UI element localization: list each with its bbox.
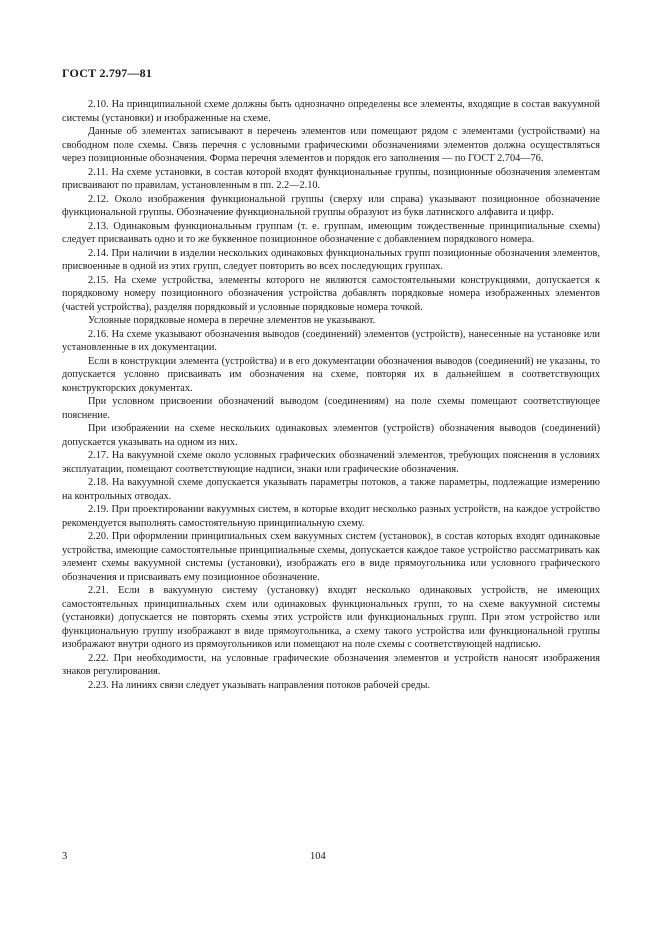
paragraph-2-19: 2.19. При проектировании вакуумных систем, в которые входит несколько разных устройств, на каждое устройство рекомендуется выполнять самостоятельную принципиальную схему.: [62, 504, 600, 529]
paragraph-2-18: 2.18. На вакуумной схеме допускается указывать параметры потоков, а также параметры, подлежащие измерению на контрольных отводах.: [62, 477, 600, 502]
document-header: ГОСТ 2.797—81: [62, 66, 153, 80]
paragraph-identical-elements: При изображении на схеме нескольких одинаковых элементов (устройств) обозначения выводов (соединений) допускается указывать на одном из них.: [62, 423, 600, 448]
paragraph-elements-list: Данные об элементах записывают в перечень элементов или помещают рядом с элементами (устройствами) на свободном поле схемы. Связь перечня с условными графическими обозначениями элементов должна осуществляться через позиционные обозначения. Форма перечня элементов и порядок его заполнения — по ГОСТ 2.704—76.: [62, 126, 600, 164]
paragraph-unmarked-outputs: Если в конструкции элемента (устройства) и в его документации обозначения выводов (соединений) не указаны, то допускается условно присваивать им обозначения на схеме, повторяя их в дальнейшем в соответствующих конструкторских документах.: [62, 355, 600, 394]
document-body: [62, 98, 600, 692]
paragraph-2-20: 2.20. При оформлении принципиальных схем вакуумных систем (установок), в состав которых входят одинаковые устройства, имеющие самостоятельные принципиальные схемы, допускается каждое такое устройство рассматривать как элемент схемы вакуумной системы (установки), изображать его в виде прямоугольника или условного графического обозначения и присваивать ему позиционное обозначение.: [62, 531, 600, 583]
paragraph-2-13: 2.13. Одинаковым функциональным группам (т. е. группам, имеющим тождественные принципиальные схемы) следует присваивать одно и то же буквенное позиционное обозначение с добавлением порядкового номера.: [62, 220, 600, 245]
page-number-left: 3: [62, 851, 68, 862]
paragraph-2-12: 2.12. Около изображения функциональной группы (сверху или справа) указывают позиционное обозначение функциональной группы. Обозначение функциональной группы образуют из букв латинского алфавита и цифр.: [62, 193, 600, 218]
paragraph-2-16: 2.16. На схеме указывают обозначения выводов (соединений) элементов (устройств), нанесенные на установке или установленные в их документации.: [62, 328, 600, 353]
paragraph-2-21: 2.21. Если в вакуумную систему (установку) входят несколько одинаковых устройств, не имеющих самостоятельных принципиальных схем или одинаковых функциональных групп, то на схеме вакуумной системы (установки) допускается не повторять схемы этих устройств или функциональных групп. При этом устройство или функциональную группу изображают в виде прямоугольника, а схему такого устройства или функциональной группы изображают внутри одного из прямоугольников или помещают на поле схемы с соответствующей надписью.: [62, 585, 600, 650]
paragraph-2-23: 2.23. На линиях связи следует указывать направления потоков рабочей среды.: [88, 679, 431, 691]
paragraph-2-17: 2.17. На вакуумной схеме около условных графических обозначений элементов, требующих пояснения в условиях эксплуатации, помещают соответствующие надписи, знаки или графические обозначения.: [62, 450, 600, 475]
paragraph-2-10: 2.10. На принципиальной схеме должны быть однозначно определены все элементы, входящие в состав вакуумной системы (установки) и изображенные на схеме.: [62, 99, 600, 124]
paragraph-conditional-numbers: Условные порядковые номера в перечне элементов не указывают.: [88, 315, 376, 326]
paragraph-2-14: 2.14. При наличии в изделии нескольких одинаковых функциональных групп позиционные обозначения элементов, присвоенные в одной из этих групп, следует повторить во всех последующих группах.: [62, 247, 600, 272]
paragraph-conditional-assignment: При условном присвоении обозначений выводом (соединениям) на поле схемы помещают соответствующее пояснение.: [62, 396, 600, 421]
paragraph-2-15: 2.15. На схеме устройства, элементы которого не являются самостоятельными конструкциями, допускается к порядковому номеру позиционного обозначения устройства добавлять порядковые номера изображенных элементов (частей устройства), разделяя порядковый и условные порядковые номера точкой.: [62, 274, 600, 313]
paragraph-2-22: 2.22. При необходимости, на условные графические обозначения элементов и устройств наносят изображения знаков регулирования.: [62, 652, 600, 677]
paragraph-2-11: 2.11. На схеме установки, в состав которой входят функциональные группы, позиционные обозначения элементам присваивают по правилам, установленным в пп. 2.2—2.10.: [62, 166, 600, 191]
page-number-center: 104: [310, 851, 326, 862]
